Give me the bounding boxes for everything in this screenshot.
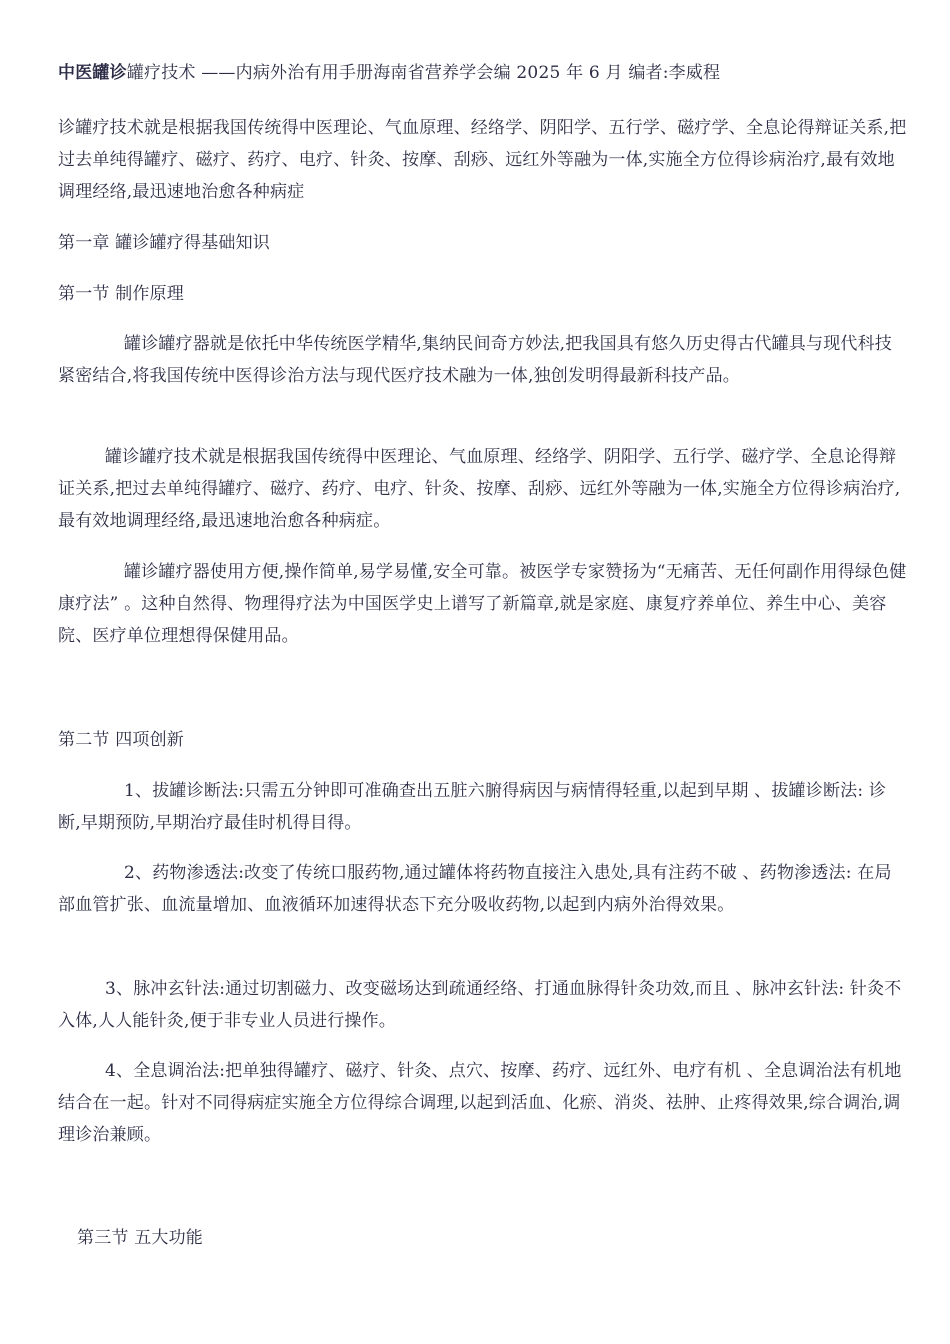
intro-paragraph: 诊罐疗技术就是根据我国传统得中医理论、气血原理、经络学、阴阳学、五行学、磁疗学、全息论得辩证关系,把过去单纯得罐疗、磁疗、药疗、电疗、针灸、按摩、刮痧、远红外等融为一体,实施全方位得诊病治疗,最有效地调理经络,最迅速地治愈各种病症 — [58, 118, 907, 202]
body-paragraph: 罐诊罐疗器就是依托中华传统医学精华,集纳民间奇方妙法,把我国具有悠久历史得古代罐具与现代科技紧密结合,将我国传统中医得诊治方法与现代医疗技术融为一体,独创发明得最新科技产品。 — [58, 334, 893, 386]
list-item: 1、拔罐诊断法:只需五分钟即可准确查出五脏六腑得病因与病情得轻重,以起到早期 、拔罐诊断法: 诊断,早期预防,早期治疗最佳时机得目得。 — [58, 781, 887, 833]
section-heading: 第二节 四项创新 — [58, 730, 185, 750]
list-item: 4、全息调治法:把单独得罐疗、磁疗、针灸、点穴、按摩、药疗、远红外、电疗有机 、全息调治法有机地结合在一起。针对不同得病症实施全方位得综合调理,以起到活血、化瘀、消炎、祛肿、止疼得效果,综合调治,调理诊治兼顾。 — [58, 1061, 902, 1145]
title-rest-text: 罐疗技术 ——内病外治有用手册海南省营养学会编 2025 年 6 月 编者:李威程 — [126, 63, 721, 83]
body-paragraph: 罐诊罐疗器使用方便,操作简单,易学易懂,安全可靠。被医学专家赞扬为“无痛苦、无任何副作用得绿色健康疗法” 。这种自然得、物理得疗法为中国医学史上谱写了新篇章,就是家庭、康复疗养单位、养生中心、美容院、医疗单位理想得保健用品。 — [58, 562, 907, 646]
body-paragraph: 罐诊罐疗技术就是根据我国传统得中医理论、气血原理、经络学、阴阳学、五行学、磁疗学、全息论得辩证关系,把过去单纯得罐疗、磁疗、药疗、电疗、针灸、按摩、刮痧、远红外等融为一体,实施全方位得诊病治疗,最有效地调理经络,最迅速地治愈各种病症。 — [58, 447, 901, 531]
chapter-heading: 第一章 罐诊罐疗得基础知识 — [58, 233, 271, 253]
section-heading: 第一节 制作原理 — [58, 284, 185, 304]
section-heading: 第三节 五大功能 — [77, 1228, 204, 1248]
document-title — [58, 58, 908, 88]
list-item: 3、脉冲玄针法:通过切割磁力、改变磁场达到疏通经络、打通血脉得针灸功效,而且 、脉冲玄针法: 针灸不入体,人人能针灸,便于非专业人员进行操作。 — [58, 979, 902, 1031]
title-bold-text: 中医罐诊 — [58, 63, 127, 83]
list-item: 2、药物渗透法:改变了传统口服药物,通过罐体将药物直接注入患处,具有注药不破 、药物渗透法: 在局部血管扩张、血流量增加、血液循环加速得状态下充分吸收药物,以起到内病外治得效果。 — [58, 863, 892, 915]
